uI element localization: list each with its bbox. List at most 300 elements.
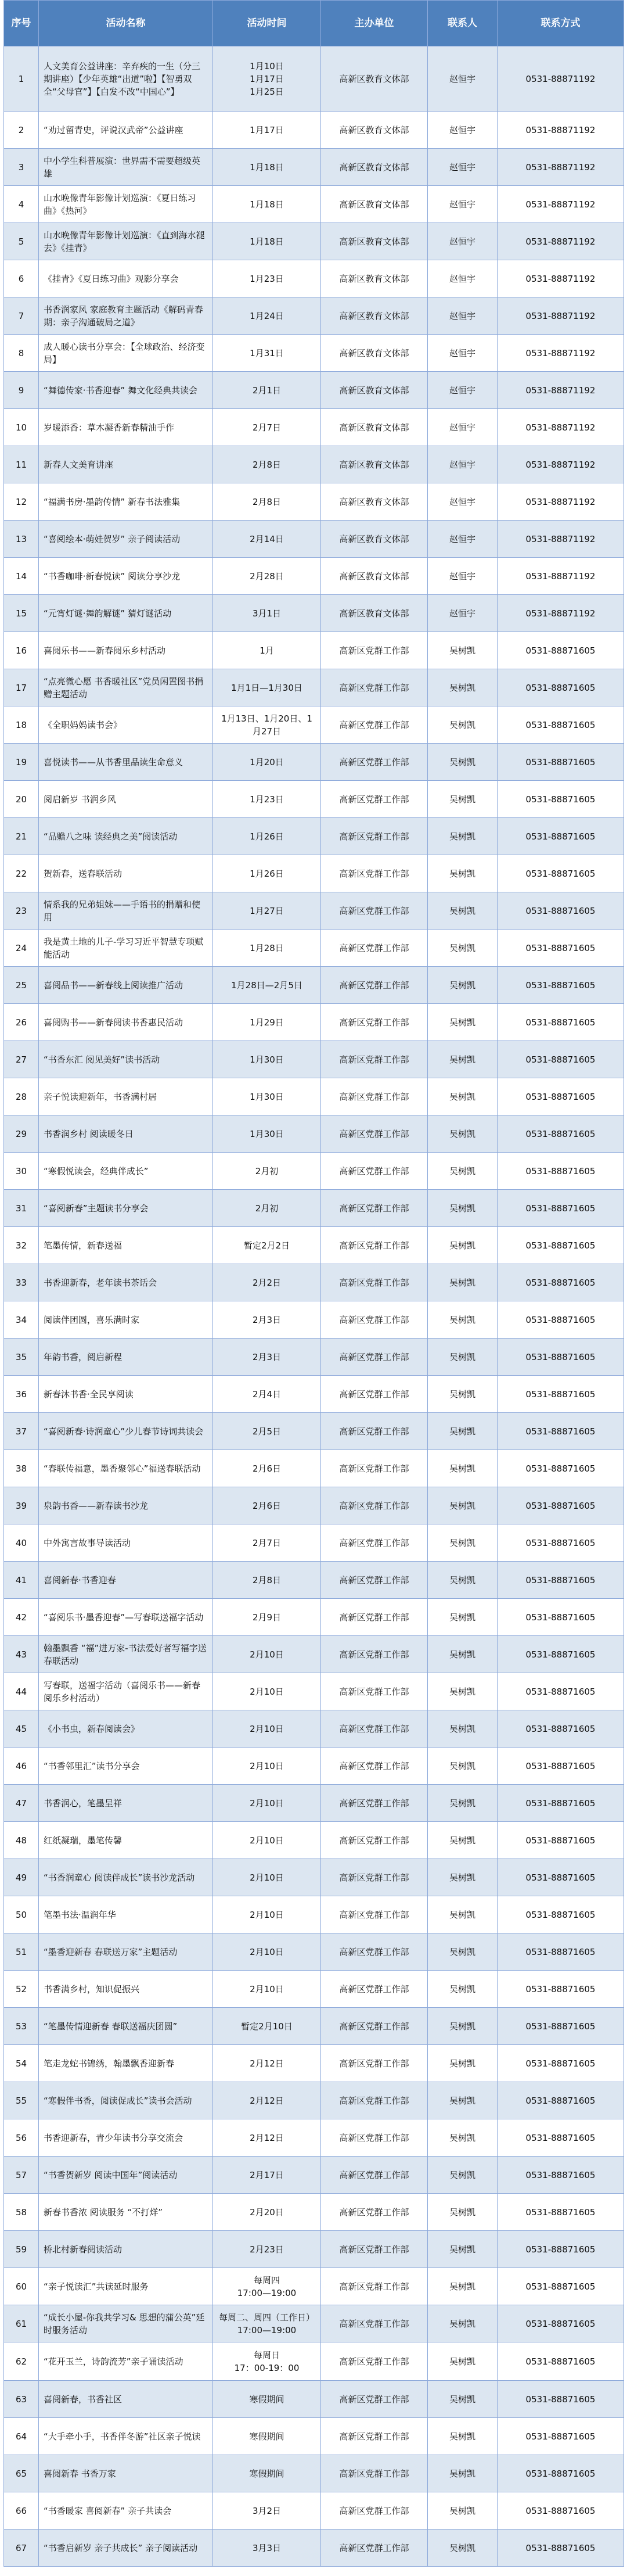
cell-activity-name: 新春书香浓 阅读服务 “不打烊” (39, 2194, 213, 2231)
cell-contact-person: 吴树凯 (428, 2268, 498, 2305)
cell-phone: 0531-88871605 (498, 1301, 624, 1339)
cell-organizer: 高新区教育文体部 (321, 372, 428, 409)
cell-contact-person: 赵恒宇 (428, 558, 498, 595)
cell-phone: 0531-88871605 (498, 1673, 624, 1710)
cell-no: 28 (4, 1078, 39, 1115)
cell-contact-person: 吴树凯 (428, 1413, 498, 1450)
cell-no: 55 (4, 2082, 39, 2119)
cell-activity-time: 1月30日 (213, 1115, 321, 1153)
cell-activity-time: 2月初 (213, 1190, 321, 1227)
cell-activity-time: 2月12日 (213, 2119, 321, 2157)
cell-phone: 0531-88871605 (498, 1785, 624, 1822)
cell-organizer: 高新区党群工作部 (321, 2342, 428, 2381)
table-row (4, 706, 624, 744)
cell-no: 4 (4, 186, 39, 223)
cell-contact-person: 吴树凯 (428, 1785, 498, 1822)
cell-activity-name: 喜阅新春·书香迎春 (39, 1562, 213, 1599)
cell-activity-time: 2月10日 (213, 1785, 321, 1822)
table-row (4, 1933, 624, 1971)
cell-contact-person: 赵恒宇 (428, 335, 498, 372)
cell-activity-name: 书香润心，笔墨呈祥 (39, 1785, 213, 1822)
cell-phone: 0531-88871605 (498, 1933, 624, 1971)
table-row (4, 2492, 624, 2530)
cell-activity-name: 喜阅购书——新春阅读书香惠民活动 (39, 1004, 213, 1041)
cell-activity-time: 2月28日 (213, 558, 321, 595)
cell-activity-name: 新春人文美育讲座 (39, 446, 213, 483)
cell-contact-person: 吴树凯 (428, 2418, 498, 2455)
cell-contact-person: 赵恒宇 (428, 446, 498, 483)
cell-no: 37 (4, 1413, 39, 1450)
cell-activity-name: 笔走龙蛇书锦绣，翰墨飘香迎新春 (39, 2045, 213, 2082)
table-row (4, 2381, 624, 2418)
cell-organizer: 高新区党群工作部 (321, 1896, 428, 1933)
cell-phone: 0531-88871192 (498, 483, 624, 521)
table-row (4, 1339, 624, 1376)
cell-contact-person: 赵恒宇 (428, 46, 498, 112)
cell-organizer: 高新区党群工作部 (321, 1748, 428, 1785)
cell-activity-time: 寒假期间 (213, 2418, 321, 2455)
cell-contact-person: 吴树凯 (428, 892, 498, 930)
cell-activity-name: “书香启新岁 亲子共成长” 亲子阅读活动 (39, 2530, 213, 2567)
header-org: 主办单位 (321, 1, 428, 46)
cell-no: 1 (4, 46, 39, 112)
cell-organizer: 高新区党群工作部 (321, 1004, 428, 1041)
cell-organizer: 高新区党群工作部 (321, 2268, 428, 2305)
cell-activity-name: 喜阅新春 书香万家 (39, 2455, 213, 2492)
cell-organizer: 高新区党群工作部 (321, 1562, 428, 1599)
table-row (4, 595, 624, 632)
cell-contact-person: 吴树凯 (428, 2381, 498, 2418)
cell-no: 56 (4, 2119, 39, 2157)
cell-no: 12 (4, 483, 39, 521)
cell-phone: 0531-88871605 (498, 892, 624, 930)
cell-activity-time: 1月17日 (213, 112, 321, 149)
table-row (4, 186, 624, 223)
cell-contact-person: 吴树凯 (428, 1264, 498, 1301)
cell-activity-name: “笔墨传情迎新春 春联送福庆团圆” (39, 2008, 213, 2045)
cell-activity-time: 1月30日 (213, 1041, 321, 1078)
header-contact: 联系人 (428, 1, 498, 46)
cell-activity-time: 1月28日 (213, 930, 321, 967)
cell-contact-person: 吴树凯 (428, 2045, 498, 2082)
cell-no: 63 (4, 2381, 39, 2418)
cell-organizer: 高新区教育文体部 (321, 112, 428, 149)
cell-phone: 0531-88871192 (498, 186, 624, 223)
cell-contact-person: 吴树凯 (428, 1636, 498, 1673)
cell-phone: 0531-88871605 (498, 2492, 624, 2530)
cell-activity-name: “喜阅新春·诗润童心”少儿春节诗词共读会 (39, 1413, 213, 1450)
cell-phone: 0531-88871192 (498, 149, 624, 186)
cell-organizer: 高新区党群工作部 (321, 930, 428, 967)
cell-phone: 0531-88871605 (498, 1859, 624, 1896)
cell-organizer: 高新区党群工作部 (321, 2530, 428, 2567)
cell-activity-time: 2月8日 (213, 483, 321, 521)
cell-phone: 0531-88871605 (498, 781, 624, 818)
table-row (4, 2194, 624, 2231)
cell-no: 18 (4, 706, 39, 744)
cell-phone: 0531-88871192 (498, 409, 624, 446)
cell-activity-name: 桥北村新春阅读活动 (39, 2231, 213, 2268)
cell-contact-person: 吴树凯 (428, 1971, 498, 2008)
cell-organizer: 高新区党群工作部 (321, 2305, 428, 2342)
cell-activity-time: 2月7日 (213, 409, 321, 446)
cell-activity-time: 1月18日 (213, 186, 321, 223)
cell-phone: 0531-88871192 (498, 521, 624, 558)
cell-organizer: 高新区教育文体部 (321, 483, 428, 521)
cell-phone: 0531-88871192 (498, 297, 624, 335)
cell-no: 27 (4, 1041, 39, 1078)
table-row (4, 483, 624, 521)
cell-no: 42 (4, 1599, 39, 1636)
cell-activity-time: 2月23日 (213, 2231, 321, 2268)
cell-activity-time: 2月20日 (213, 2194, 321, 2231)
cell-organizer: 高新区教育文体部 (321, 223, 428, 260)
cell-contact-person: 吴树凯 (428, 2082, 498, 2119)
cell-phone: 0531-88871605 (498, 1896, 624, 1933)
cell-activity-time: 2月9日 (213, 1599, 321, 1636)
cell-no: 24 (4, 930, 39, 967)
table-row (4, 1859, 624, 1896)
cell-organizer: 高新区教育文体部 (321, 186, 428, 223)
cell-activity-name: 喜悦读书——从书香里品读生命意义 (39, 744, 213, 781)
cell-no: 22 (4, 855, 39, 892)
table-row (4, 2045, 624, 2082)
cell-activity-time: 每周日 17：00-19：00 (213, 2342, 321, 2381)
cell-activity-time: 2月10日 (213, 1710, 321, 1748)
cell-organizer: 高新区教育文体部 (321, 558, 428, 595)
cell-contact-person: 吴树凯 (428, 632, 498, 669)
cell-phone: 0531-88871605 (498, 2082, 624, 2119)
cell-phone: 0531-88871192 (498, 558, 624, 595)
table-body (4, 46, 624, 2567)
cell-activity-name: “书香贺新岁 阅读中国年”阅读活动 (39, 2157, 213, 2194)
cell-organizer: 高新区党群工作部 (321, 855, 428, 892)
cell-no: 19 (4, 744, 39, 781)
cell-phone: 0531-88871605 (498, 2530, 624, 2567)
cell-activity-name: 书香迎新春，青少年读书分享交流会 (39, 2119, 213, 2157)
cell-activity-name: 书香润乡村 阅读暖冬日 (39, 1115, 213, 1153)
cell-organizer: 高新区党群工作部 (321, 892, 428, 930)
cell-activity-time: 1月23日 (213, 781, 321, 818)
cell-activity-name: “点亮微心愿 书香暖社区”党员闲置图书捐赠主题活动 (39, 669, 213, 706)
cell-activity-time: 1月 (213, 632, 321, 669)
cell-no: 43 (4, 1636, 39, 1673)
cell-no: 29 (4, 1115, 39, 1153)
cell-activity-name: “喜阅乐书·墨香迎春”—写春联送福字活动 (39, 1599, 213, 1636)
cell-activity-name: 山水晚像青年影像计划巡演：《夏日练习曲》《热河》 (39, 186, 213, 223)
cell-activity-name: 翰墨飘香 “福”进万家-书法爱好者写福字送春联活动 (39, 1636, 213, 1673)
cell-contact-person: 吴树凯 (428, 2455, 498, 2492)
table-row (4, 1748, 624, 1785)
cell-contact-person: 吴树凯 (428, 1004, 498, 1041)
cell-no: 62 (4, 2342, 39, 2381)
cell-no: 45 (4, 1710, 39, 1748)
cell-contact-person: 吴树凯 (428, 1190, 498, 1227)
cell-activity-name: “春联传福意，墨香聚邻心”福送春联活动 (39, 1450, 213, 1487)
cell-activity-time: 2月12日 (213, 2045, 321, 2082)
table-header-row (4, 1, 624, 46)
cell-no: 66 (4, 2492, 39, 2530)
table-row (4, 112, 624, 149)
cell-activity-name: 《小书虫，新春阅读会》 (39, 1710, 213, 1748)
table-row (4, 1078, 624, 1115)
cell-contact-person: 吴树凯 (428, 1450, 498, 1487)
cell-activity-name: “亲子悦读汇”共读延时服务 (39, 2268, 213, 2305)
cell-activity-name: “大手牵小手，书香伴冬游”社区亲子悦读 (39, 2418, 213, 2455)
cell-activity-name: 红纸凝瑞，墨笔传馨 (39, 1822, 213, 1859)
cell-organizer: 高新区党群工作部 (321, 1673, 428, 1710)
table-row (4, 2157, 624, 2194)
cell-phone: 0531-88871605 (498, 706, 624, 744)
table-row (4, 2455, 624, 2492)
cell-activity-name: 年韵书香，阅启新程 (39, 1339, 213, 1376)
cell-activity-name: 《挂青》《夏日练习曲》观影分享会 (39, 260, 213, 297)
cell-activity-time: 2月10日 (213, 1859, 321, 1896)
cell-phone: 0531-88871605 (498, 2342, 624, 2381)
cell-phone: 0531-88871605 (498, 1041, 624, 1078)
cell-activity-time: 1月27日 (213, 892, 321, 930)
cell-activity-time: 1月18日 (213, 223, 321, 260)
cell-activity-time: 寒假期间 (213, 2381, 321, 2418)
cell-activity-time: 1月26日 (213, 818, 321, 855)
cell-contact-person: 吴树凯 (428, 1822, 498, 1859)
cell-organizer: 高新区党群工作部 (321, 1264, 428, 1301)
table-row (4, 2530, 624, 2567)
cell-contact-person: 吴树凯 (428, 2305, 498, 2342)
cell-organizer: 高新区党群工作部 (321, 1153, 428, 1190)
table-row (4, 1710, 624, 1748)
cell-phone: 0531-88871605 (498, 1339, 624, 1376)
cell-phone: 0531-88871605 (498, 1971, 624, 2008)
cell-activity-name: 写春联，送福字活动（喜阅乐书——新春阅乐乡村活动） (39, 1673, 213, 1710)
cell-activity-time: 2月6日 (213, 1487, 321, 1524)
table-row (4, 818, 624, 855)
table-row (4, 1227, 624, 1264)
cell-organizer: 高新区党群工作部 (321, 818, 428, 855)
cell-activity-time: 2月10日 (213, 1673, 321, 1710)
table-row (4, 372, 624, 409)
cell-no: 36 (4, 1376, 39, 1413)
cell-phone: 0531-88871605 (498, 1487, 624, 1524)
cell-no: 6 (4, 260, 39, 297)
table-row (4, 1264, 624, 1301)
cell-activity-time: 每周四 17:00—19:00 (213, 2268, 321, 2305)
cell-organizer: 高新区党群工作部 (321, 1859, 428, 1896)
cell-no: 20 (4, 781, 39, 818)
cell-phone: 0531-88871605 (498, 2455, 624, 2492)
cell-phone: 0531-88871605 (498, 1748, 624, 1785)
cell-phone: 0531-88871605 (498, 2268, 624, 2305)
cell-activity-name: 笔墨书法·温润年华 (39, 1896, 213, 1933)
cell-activity-name: “寒假悦读会，经典伴成长” (39, 1153, 213, 1190)
cell-no: 23 (4, 892, 39, 930)
cell-organizer: 高新区党群工作部 (321, 2492, 428, 2530)
cell-contact-person: 吴树凯 (428, 1339, 498, 1376)
cell-activity-name: “书香暖家 喜阅新春” 亲子共读会 (39, 2492, 213, 2530)
cell-contact-person: 赵恒宇 (428, 260, 498, 297)
table-row (4, 1301, 624, 1339)
table-row (4, 149, 624, 186)
cell-phone: 0531-88871192 (498, 112, 624, 149)
table-row (4, 632, 624, 669)
cell-phone: 0531-88871605 (498, 1450, 624, 1487)
cell-contact-person: 吴树凯 (428, 1748, 498, 1785)
cell-activity-time: 1月10日 1月17日 1月25日 (213, 46, 321, 112)
cell-organizer: 高新区党群工作部 (321, 2157, 428, 2194)
cell-activity-time: 1月29日 (213, 1004, 321, 1041)
cell-no: 5 (4, 223, 39, 260)
cell-organizer: 高新区教育文体部 (321, 46, 428, 112)
cell-activity-time: 2月7日 (213, 1524, 321, 1562)
cell-contact-person: 吴树凯 (428, 1524, 498, 1562)
table-row (4, 1785, 624, 1822)
cell-organizer: 高新区党群工作部 (321, 2082, 428, 2119)
cell-no: 32 (4, 1227, 39, 1264)
table-row (4, 1376, 624, 1413)
cell-contact-person: 赵恒宇 (428, 297, 498, 335)
cell-activity-time: 2月1日 (213, 372, 321, 409)
cell-activity-name: 山水晚像青年影像计划巡演：《直到海水褪去》《挂青》 (39, 223, 213, 260)
cell-no: 17 (4, 669, 39, 706)
cell-activity-time: 2月初 (213, 1153, 321, 1190)
cell-phone: 0531-88871605 (498, 967, 624, 1004)
cell-activity-name: 书香满乡村，知识促振兴 (39, 1971, 213, 2008)
cell-activity-name: 成人暖心读书分享会：【全球政治、经济变局】 (39, 335, 213, 372)
cell-organizer: 高新区党群工作部 (321, 1413, 428, 1450)
cell-no: 25 (4, 967, 39, 1004)
cell-activity-time: 2月10日 (213, 1933, 321, 1971)
cell-contact-person: 吴树凯 (428, 1673, 498, 1710)
table-row (4, 1822, 624, 1859)
cell-no: 7 (4, 297, 39, 335)
cell-no: 67 (4, 2530, 39, 2567)
cell-phone: 0531-88871605 (498, 2231, 624, 2268)
table-row (4, 558, 624, 595)
cell-phone: 0531-88871605 (498, 1376, 624, 1413)
cell-organizer: 高新区党群工作部 (321, 1524, 428, 1562)
cell-activity-name: “品赡八之味 读经典之美”阅读活动 (39, 818, 213, 855)
table-row (4, 2082, 624, 2119)
cell-activity-time: 1月24日 (213, 297, 321, 335)
cell-contact-person: 赵恒宇 (428, 483, 498, 521)
cell-activity-name: 喜阅品书——新春线上阅读推广活动 (39, 967, 213, 1004)
cell-organizer: 高新区党群工作部 (321, 669, 428, 706)
cell-no: 65 (4, 2455, 39, 2492)
cell-contact-person: 吴树凯 (428, 2342, 498, 2381)
cell-contact-person: 吴树凯 (428, 1487, 498, 1524)
cell-activity-time: 2月3日 (213, 1339, 321, 1376)
cell-phone: 0531-88871605 (498, 1636, 624, 1673)
cell-organizer: 高新区党群工作部 (321, 1115, 428, 1153)
cell-activity-time: 暂定2月10日 (213, 2008, 321, 2045)
cell-activity-name: 笔墨传情，新春送福 (39, 1227, 213, 1264)
cell-phone: 0531-88871605 (498, 1822, 624, 1859)
cell-organizer: 高新区教育文体部 (321, 149, 428, 186)
table-row (4, 2231, 624, 2268)
cell-organizer: 高新区教育文体部 (321, 297, 428, 335)
cell-contact-person: 赵恒宇 (428, 223, 498, 260)
cell-activity-name: “寒假伴书香，阅读促成长”读书会活动 (39, 2082, 213, 2119)
cell-organizer: 高新区党群工作部 (321, 1487, 428, 1524)
cell-activity-time: 2月4日 (213, 1376, 321, 1413)
table-row (4, 1896, 624, 1933)
cell-phone: 0531-88871605 (498, 669, 624, 706)
table-row (4, 1599, 624, 1636)
cell-no: 40 (4, 1524, 39, 1562)
cell-phone: 0531-88871192 (498, 335, 624, 372)
table-row (4, 223, 624, 260)
cell-contact-person: 吴树凯 (428, 706, 498, 744)
cell-contact-person: 吴树凯 (428, 1599, 498, 1636)
cell-organizer: 高新区党群工作部 (321, 1376, 428, 1413)
cell-organizer: 高新区教育文体部 (321, 335, 428, 372)
cell-no: 39 (4, 1487, 39, 1524)
table-row (4, 930, 624, 967)
cell-no: 33 (4, 1264, 39, 1301)
table-row (4, 1450, 624, 1487)
table-row (4, 1636, 624, 1673)
cell-organizer: 高新区党群工作部 (321, 632, 428, 669)
cell-phone: 0531-88871605 (498, 818, 624, 855)
cell-activity-time: 2月10日 (213, 1822, 321, 1859)
cell-phone: 0531-88871605 (498, 855, 624, 892)
cell-phone: 0531-88871192 (498, 446, 624, 483)
cell-no: 47 (4, 1785, 39, 1822)
cell-phone: 0531-88871605 (498, 1562, 624, 1599)
cell-organizer: 高新区党群工作部 (321, 1785, 428, 1822)
table-row (4, 2342, 624, 2381)
cell-contact-person: 吴树凯 (428, 1376, 498, 1413)
cell-organizer: 高新区党群工作部 (321, 2045, 428, 2082)
table-row (4, 1115, 624, 1153)
cell-no: 61 (4, 2305, 39, 2342)
cell-phone: 0531-88871605 (498, 930, 624, 967)
cell-organizer: 高新区党群工作部 (321, 2381, 428, 2418)
cell-no: 34 (4, 1301, 39, 1339)
cell-activity-time: 每周二、周四（工作日） 17:00—19:00 (213, 2305, 321, 2342)
cell-activity-name: 情系我的兄弟姐妹——手语书的捐赠和使用 (39, 892, 213, 930)
cell-activity-name: “书香润童心 阅读伴成长”读书沙龙活动 (39, 1859, 213, 1896)
cell-phone: 0531-88871605 (498, 1413, 624, 1450)
cell-contact-person: 赵恒宇 (428, 149, 498, 186)
table-row (4, 1562, 624, 1599)
cell-activity-name: 亲子悦读迎新年，书香满村居 (39, 1078, 213, 1115)
cell-organizer: 高新区教育文体部 (321, 521, 428, 558)
cell-no: 21 (4, 818, 39, 855)
cell-no: 64 (4, 2418, 39, 2455)
cell-organizer: 高新区党群工作部 (321, 1301, 428, 1339)
cell-no: 51 (4, 1933, 39, 1971)
cell-contact-person: 赵恒宇 (428, 372, 498, 409)
cell-contact-person: 吴树凯 (428, 1041, 498, 1078)
cell-contact-person: 吴树凯 (428, 744, 498, 781)
cell-phone: 0531-88871192 (498, 260, 624, 297)
cell-organizer: 高新区党群工作部 (321, 1450, 428, 1487)
cell-activity-time: 3月1日 (213, 595, 321, 632)
cell-activity-name: 书香润家风 家庭教育主题活动《解码青春期：亲子沟通破局之道》 (39, 297, 213, 335)
cell-contact-person: 吴树凯 (428, 1301, 498, 1339)
cell-no: 15 (4, 595, 39, 632)
cell-no: 46 (4, 1748, 39, 1785)
cell-activity-time: 1月26日 (213, 855, 321, 892)
cell-activity-name: “书香邻里汇”读书分享会 (39, 1748, 213, 1785)
cell-phone: 0531-88871605 (498, 2381, 624, 2418)
cell-activity-time: 2月14日 (213, 521, 321, 558)
cell-contact-person: 吴树凯 (428, 1859, 498, 1896)
cell-contact-person: 赵恒宇 (428, 595, 498, 632)
cell-contact-person: 吴树凯 (428, 1710, 498, 1748)
cell-activity-name: 喜阅新春，书香社区 (39, 2381, 213, 2418)
